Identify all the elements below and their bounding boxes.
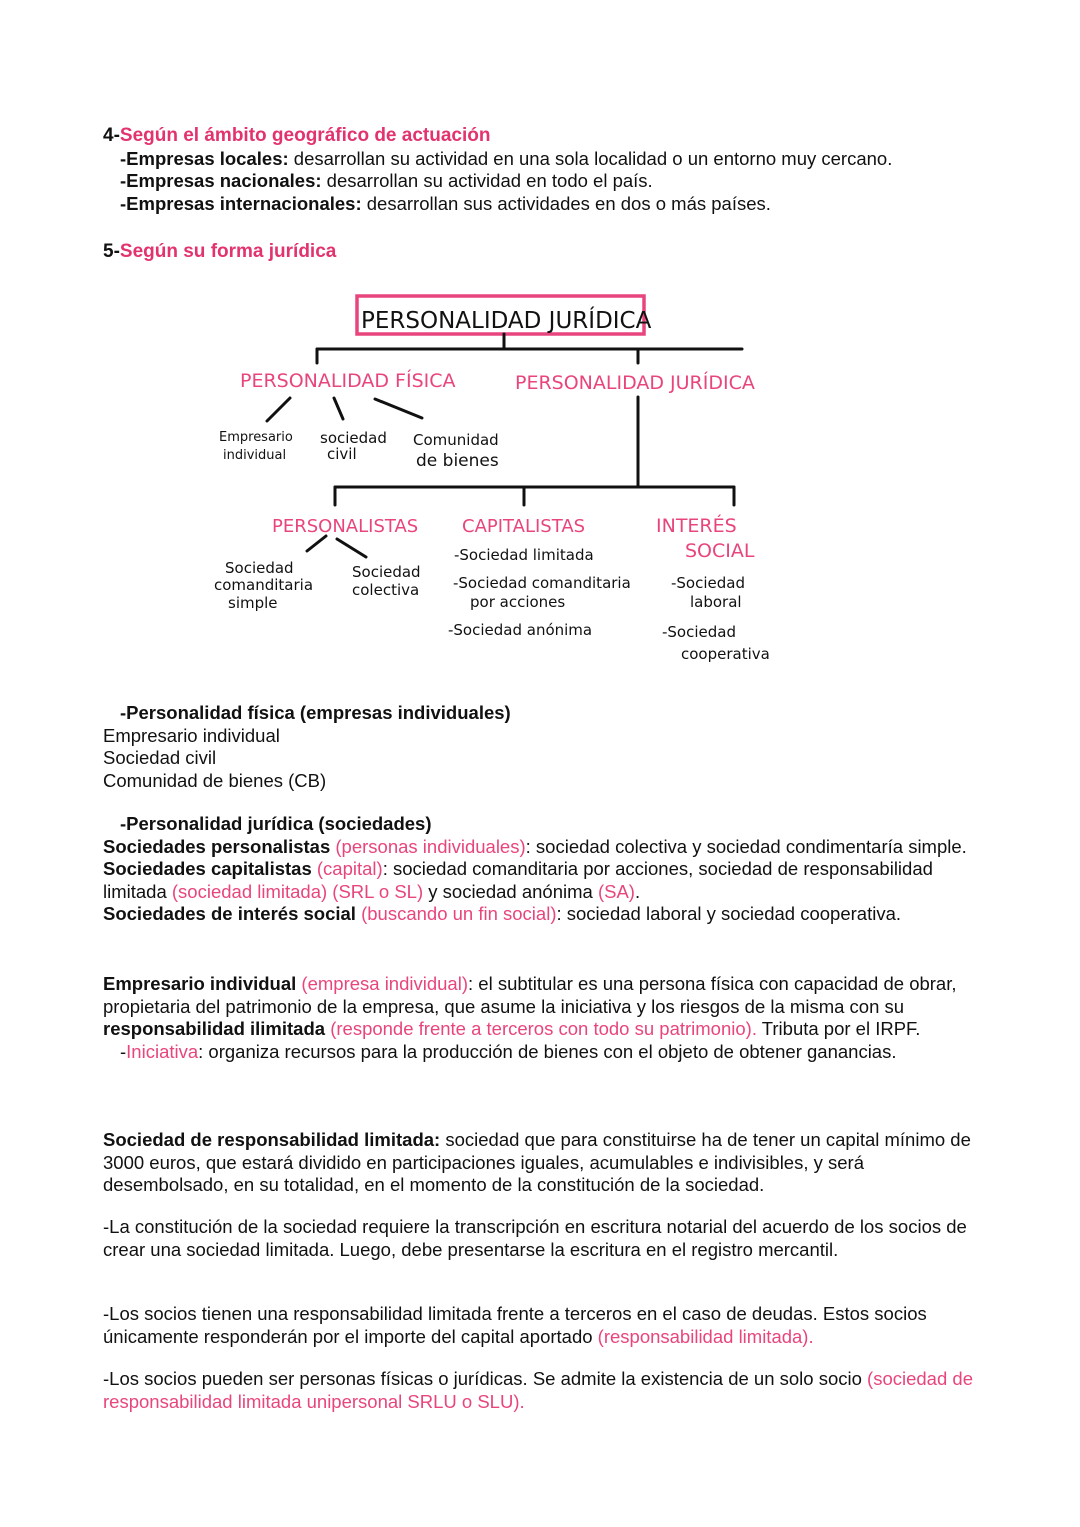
paragraph-capitalistas: Sociedades capitalistas (capital): sociedad comanditaria por acciones, sociedad de responsabilidad limitada (sociedad limitada) (SRL o SL) y sociedad anónima (SA).: [103, 858, 933, 902]
diagram-node: simple: [228, 594, 278, 612]
diagram-node: -Sociedad limitada: [454, 546, 594, 564]
juridica-block: [103, 813, 983, 926]
list-item: Empresario individual: [103, 724, 280, 746]
diagram-node: cooperativa: [681, 645, 770, 663]
diagram-interes-label: SOCIAL: [685, 540, 755, 562]
diagram-node: civil: [327, 445, 357, 463]
list-item: -Empresas internacionales: desarrollan sus actividades en dos o más países.: [120, 192, 771, 214]
diagram-node: por acciones: [470, 593, 566, 611]
empresario-block: [103, 973, 983, 1063]
fisica-heading: -Personalidad física (empresas individuales): [120, 702, 511, 723]
diagram-node: -Sociedad: [662, 623, 736, 641]
paragraph-empresario: Empresario individual (empresa individual): el subtitular es una persona física con capacidad de obrar, propietaria del patrimonio de la empresa, que asume la iniciativa y los riesgos de la misma con su responsabilidad ilimitada (responde frente a terceros con todo su patrimonio). Tributa por el IRPF.: [103, 973, 957, 1039]
paragraph-personalistas: Sociedades personalistas (personas individuales): sociedad colectiva y sociedad condimentaría simple.: [103, 835, 967, 857]
section-4-title: Según el ámbito geográfico de actuación: [119, 125, 491, 146]
diagram-node: individual: [223, 448, 287, 463]
section-5-heading: [103, 241, 983, 264]
diagram-juridica-label: PERSONALIDAD JURÍDICA: [515, 372, 755, 394]
diagram-node: sociedad: [320, 429, 387, 447]
section-4-number: 4-: [103, 125, 120, 146]
diagram-node: -Sociedad anónima: [448, 621, 593, 639]
section-4: [103, 125, 983, 215]
list-item: Sociedad civil: [103, 747, 217, 768]
diagram-interes-label: INTERÉS: [656, 515, 737, 537]
diagram-node: -Sociedad: [671, 574, 745, 592]
diagram-node: -Sociedad comanditaria: [453, 574, 631, 592]
list-item: -Empresas nacionales: desarrollan su actividad en todo el país.: [120, 170, 653, 191]
diagram-node: Sociedad: [352, 563, 421, 581]
paragraph-iniciativa: -Iniciativa: organiza recursos para la producción de bienes con el objeto de obtener ganancias.: [120, 1040, 897, 1062]
list-item: Comunidad de bienes (CB): [103, 769, 327, 791]
fisica-block: [103, 702, 983, 792]
srl-constitucion: -La constitución de la sociedad requiere la transcripción en escritura notarial del acuerdo de los socios de crear una sociedad limitada. Luego, debe presentarse la escritura en el registro mercantil.: [103, 1216, 967, 1260]
juridica-heading: -Personalidad jurídica (sociedades): [120, 813, 432, 834]
diagram-node: Sociedad: [225, 559, 294, 577]
diagram-root-label: PERSONALIDAD JURÍDICA: [361, 308, 652, 334]
legal-forms-diagram: [210, 285, 810, 670]
diagram-node: laboral: [690, 593, 742, 611]
diagram-fisica-label: PERSONALIDAD FÍSICA: [240, 370, 456, 392]
section-4-heading: [103, 125, 983, 148]
list-item: -Empresas locales: desarrollan su actividad en una sola localidad o un entorno muy cercano.: [120, 147, 893, 169]
diagram-node: Comunidad: [413, 431, 499, 449]
srl-socios: -Los socios pueden ser personas físicas o jurídicas. Se admite la existencia de un solo socio (sociedad de responsabilidad limitada unipersonal SRLU o SLU).: [103, 1368, 973, 1412]
diagram-node: de bienes: [416, 451, 499, 471]
diagram-personalistas-label: PERSONALISTAS: [272, 516, 419, 537]
diagram-node: Empresario: [219, 430, 293, 445]
section-5-number: 5-: [103, 241, 120, 262]
srl-definition: Sociedad de responsabilidad limitada: sociedad que para constituirse ha de tener un capital mínimo de 3000 euros, que estará dividido en participaciones iguales, acumulables e indivisibles, y será desembolsado, en su totalidad, en el momento de la constitución de la sociedad.: [103, 1129, 971, 1195]
srl-responsabilidad: -Los socios tienen una responsabilidad limitada frente a terceros en el caso de deudas. Estos socios únicamente responderán por el importe del capital aportado (responsabilidad limitada).: [103, 1303, 927, 1347]
diagram-capitalistas-label: CAPITALISTAS: [462, 516, 586, 537]
diagram-node: colectiva: [352, 581, 420, 599]
section-5-title: Según su forma jurídica: [119, 241, 337, 262]
paragraph-interes-social: Sociedades de interés social (buscando un fin social): sociedad laboral y sociedad cooperativa.: [103, 903, 902, 924]
diagram-node: comanditaria: [214, 576, 314, 594]
